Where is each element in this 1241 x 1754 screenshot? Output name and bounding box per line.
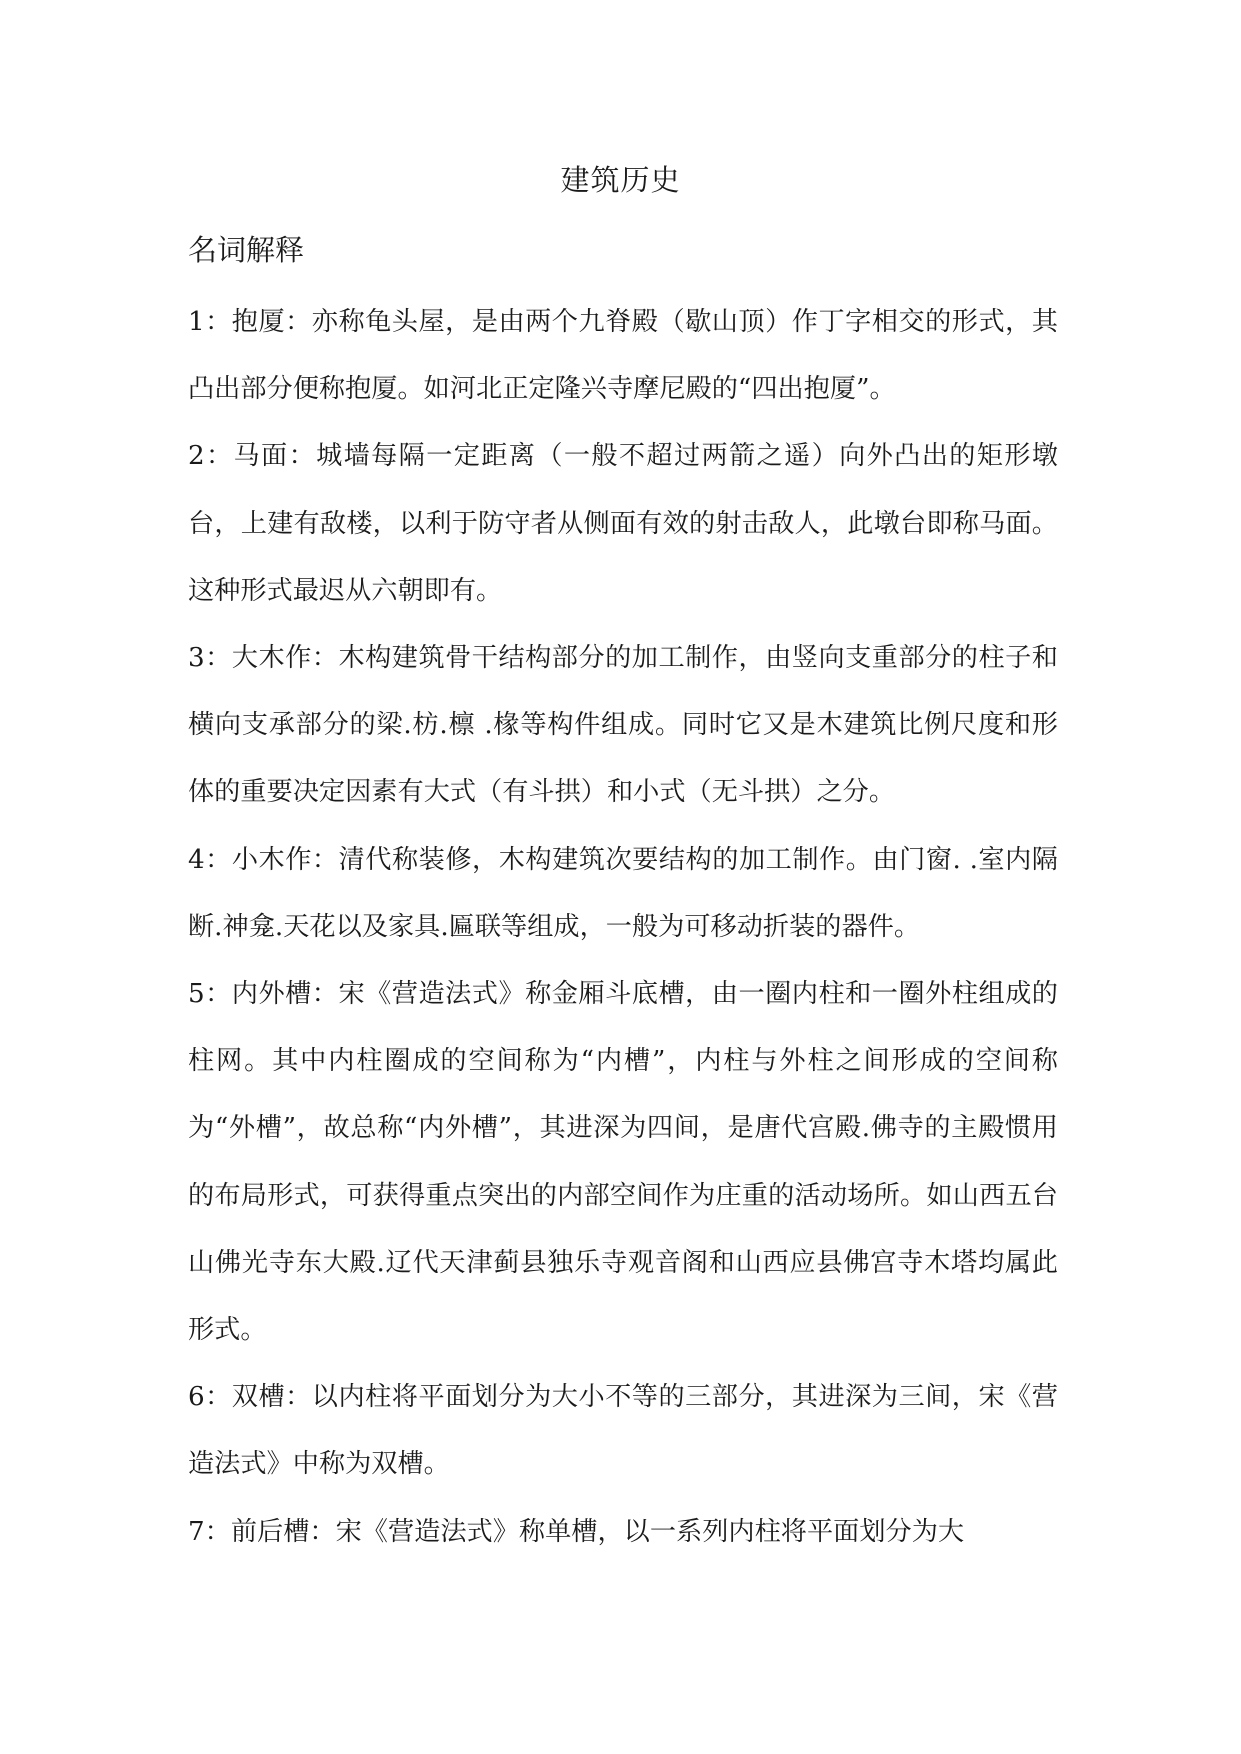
section-heading: 名词解释 xyxy=(188,233,305,267)
definition-entry-3: 3：大木作：木构建筑骨干结构部分的加工制作，由竖向支重部分的柱子和横向支承部分的梁.枋.檩 .椽等构件组成。同时它又是木建筑比例尺度和形体的重要决定因素有大式（有斗拱）和小式（无斗拱）之分。 xyxy=(188,643,1058,808)
definition-entry-1: 1：抱厦：亦称龟头屋，是由两个九脊殿（歇山顶）作丁字相交的形式，其凸出部分便称抱厦。如河北正定隆兴寺摩尼殿的“四出抱厦”。 xyxy=(188,307,1058,405)
definition-entry-2: 2：马面：城墙每隔一定距离（一般不超过两箭之遥）向外凸出的矩形墩台，上建有敌楼，以利于防守者从侧面有效的射击敌人，此墩台即称马面。这种形式最迟从六朝即有。 xyxy=(188,441,1058,606)
definition-entry-4: 4：小木作：清代称装修，木构建筑次要结构的加工制作。由门窗. .室内隔断.神龛.天花以及家具.匾联等组成，一般为可移动折装的器件。 xyxy=(188,844,1058,942)
definition-entry-7: 7：前后槽：宋《营造法式》称单槽，以一系列内柱将平面划分为大 xyxy=(188,1516,965,1547)
document-title: 建筑历史 xyxy=(560,163,681,197)
definition-list xyxy=(188,289,1058,1566)
definition-entry-5: 5：内外槽：宋《营造法式》称金厢斗底槽，由一圈内柱和一圈外柱组成的柱网。其中内柱圈成的空间称为“内槽”，内柱与外柱之间形成的空间称为“外槽”，故总称“内外槽”，其进深为四间，是唐代宫殿.佛寺的主殿惯用的布局形式，可获得重点突出的内部空间作为庄重的活动场所。如山西五台山佛光寺东大殿.辽代天津蓟县独乐寺观音阁和山西应县佛宫寺木塔均属此形式。 xyxy=(188,979,1058,1346)
definition-entry-6: 6：双槽：以内柱将平面划分为大小不等的三部分，其进深为三间，宋《营造法式》中称为双槽。 xyxy=(188,1382,1058,1480)
